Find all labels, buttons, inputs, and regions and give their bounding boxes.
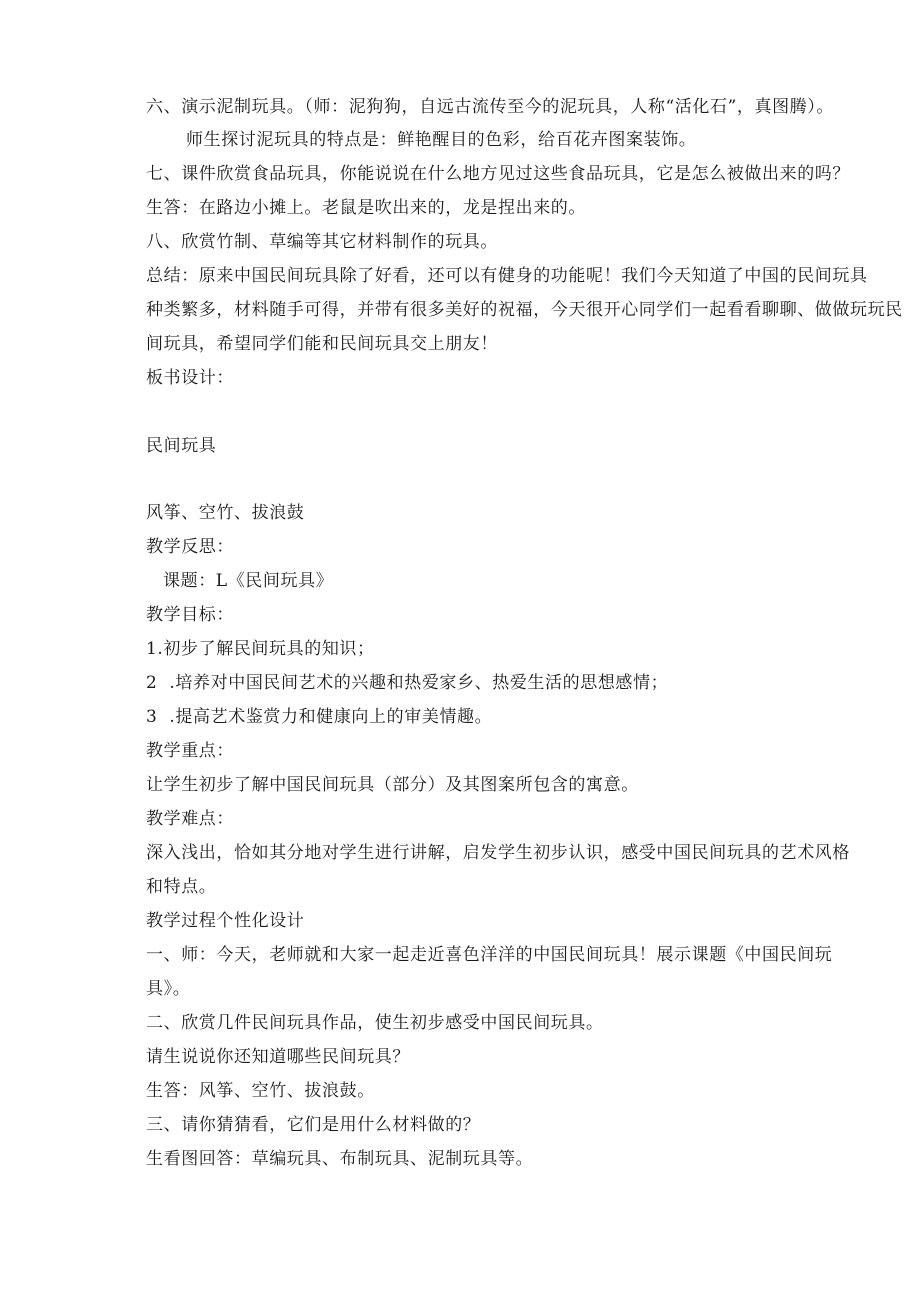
text-line-process-heading: 教学过程个性化设计	[146, 911, 305, 931]
text-line-board-items: 风筝、空竹、拔浪鼓	[146, 503, 305, 523]
text-line-step-7: 七、课件欣赏食品玩具，你能说说在什么地方见过这些食品玩具，它是怎么被做出来的吗？	[146, 164, 850, 184]
text-line-key-points-heading: 教学重点：	[146, 741, 234, 761]
text-line-process-2: 二、欣赏几件民间玩具作品，使生初步感受中国民间玩具。	[146, 1013, 604, 1033]
text-line-board-design-heading: 板书设计：	[146, 368, 234, 388]
text-line-objectives-heading: 教学目标：	[146, 605, 234, 625]
text-line-student-answer-3: 生看图回答：草编玩具、布制玩具、泥制玩具等。	[146, 1149, 534, 1169]
text-line-summary-1: 总结：原来中国民间玩具除了好看，还可以有健身的功能呢！我们今天知道了中国的民间玩具	[146, 266, 868, 286]
text-line-difficulties-heading: 教学难点：	[146, 809, 234, 829]
text-line-process-3: 三、请你猜猜看，它们是用什么材料做的？	[146, 1115, 481, 1135]
text-line-difficulties-1: 深入浅出，恰如其分地对学生进行讲解，启发学生初步认识，感受中国民间玩具的艺术风格	[146, 843, 850, 863]
text-line-difficulties-2: 和特点。	[146, 877, 217, 897]
text-line-objective-2: 2 .培养对中国民间艺术的兴趣和热爱家乡、热爱生活的思想感情；	[146, 673, 669, 693]
text-line-summary-3: 间玩具，希望同学们能和民间玩具交上朋友！	[146, 334, 498, 354]
text-line-process-1b: 具》。	[146, 979, 191, 999]
text-line-reflection-heading: 教学反思：	[146, 537, 234, 557]
text-line-clay-toy-features: 师生探讨泥玩具的特点是：鲜艳醒目的色彩，给百花卉图案装饰。	[186, 130, 697, 150]
text-line-process-1a: 一、师：今天，老师就和大家一起走近喜色洋洋的中国民间玩具！展示课题《中国民间玩	[146, 945, 833, 965]
text-line-summary-2: 种类繁多，材料随手可得，并带有很多美好的祝福，今天很开心同学们一起看看聊聊、做做玩玩民	[146, 300, 903, 320]
text-line-board-title: 民间玩具	[146, 436, 217, 456]
text-line-key-points: 让学生初步了解中国民间玩具（部分）及其图案所包含的寓意。	[146, 775, 639, 795]
text-line-lesson-title: 课题：L《民间玩具》	[163, 571, 334, 591]
text-line-objective-3: 3 .提高艺术鉴赏力和健康向上的审美情趣。	[146, 707, 493, 727]
text-line-student-answer-1: 生答：在路边小摊上。老鼠是吹出来的，龙是捏出来的。	[146, 198, 586, 218]
text-line-step-8: 八、欣赏竹制、草编等其它材料制作的玩具。	[146, 232, 498, 252]
text-line-objective-1: 1.初步了解民间玩具的知识；	[146, 639, 375, 659]
text-line-question-toys: 请生说说你还知道哪些民间玩具？	[146, 1047, 410, 1067]
text-line-step-6: 六、演示泥制玩具。（师：泥狗狗，自远古流传至今的泥玩具，人称“活化石”，真图腾）。	[146, 97, 834, 117]
text-line-student-answer-2: 生答：风筝、空竹、拔浪鼓。	[146, 1081, 375, 1101]
